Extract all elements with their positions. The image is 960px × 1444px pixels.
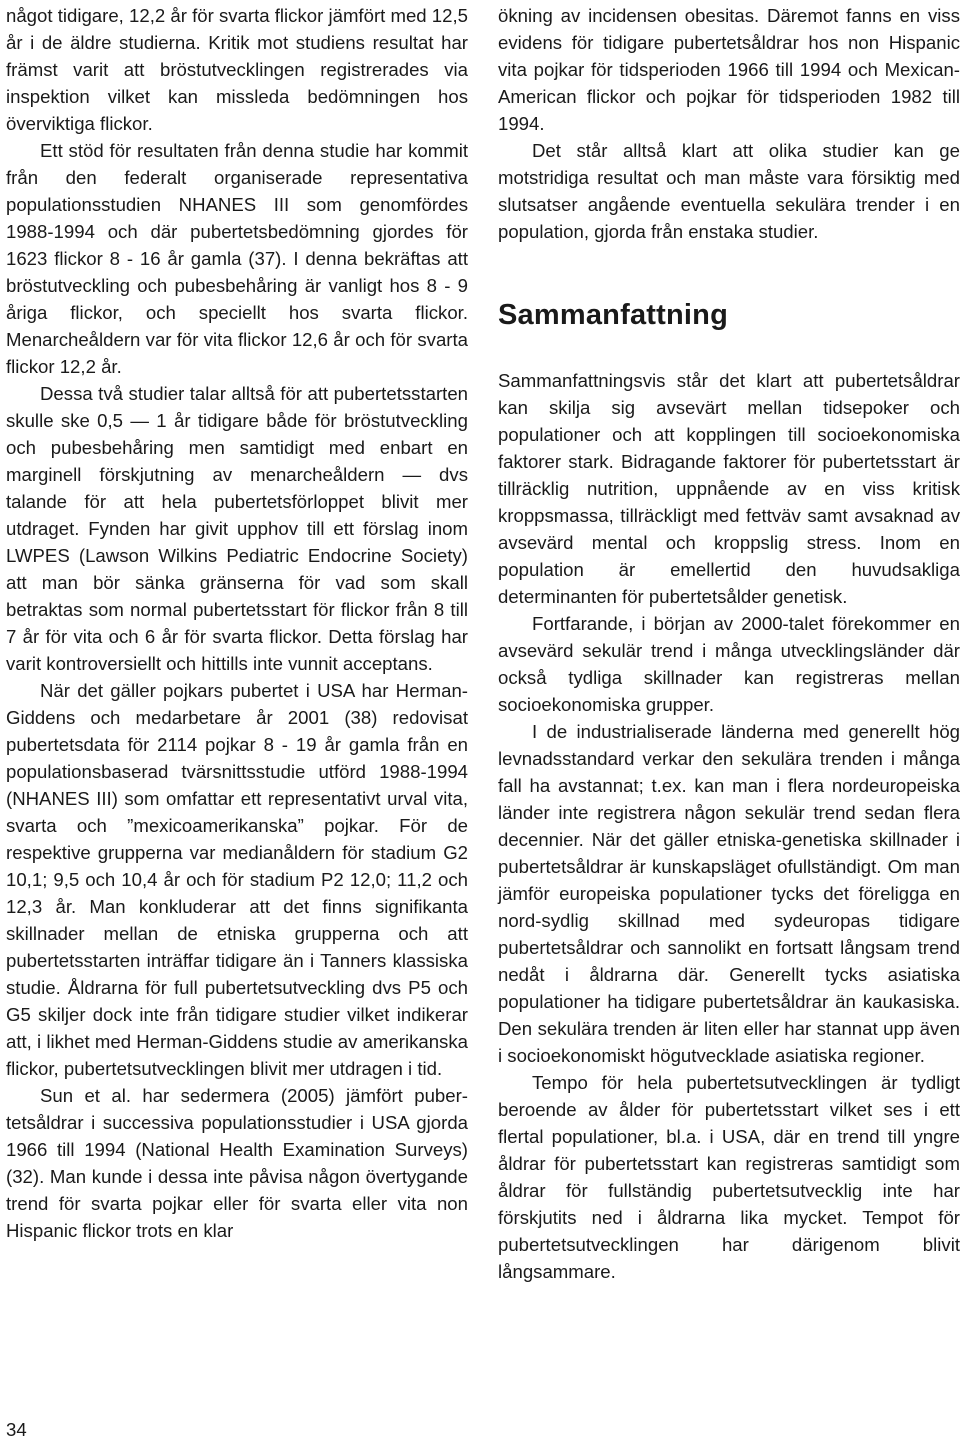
right-column — [498, 2, 960, 1285]
left-column — [6, 2, 468, 1244]
section-heading: Sammanfattning — [498, 299, 728, 331]
paragraph: Sammanfattningsvis står det klart att pubertetsåldrar kan skilja sig avsevärt mellan tidsepoker och populationer och att kopplingen till socioekonomiska faktorer stark. Bidragande faktorer för pubertetsstart är tillräcklig nutrition, uppnående av en viss kritisk kroppsmassa, tillräckligt med fettväv samt avsaknad av avsevärd mental och kroppslig stress. Inom en population är emellertid den huvudsakliga determinanten för pubertetsålder genetisk. — [498, 370, 960, 607]
paragraph: Tempo för hela pubertetsutvecklingen är tydligt beroende av ålder för pubertetsstart vilket ses i ett flertal populationer, bl.a. i USA, där en trend till yngre åldrar för pubertetsstart kan registreras samtidigt som åldrar för fullständig pubertetsutvecklig inte har förskjutits ned i åldrarna lika mycket. Tempot för pubertetsutvecklingen har därigenom blivit långsammare. — [498, 1072, 960, 1282]
paragraph: Sun et al. har sedermera (2005) jämfört pubertetsåldrar i successiva populationsstudier i USA gjorda 1966 till 1994 (National Health Examination Surveys) (32). Man kunde i dessa inte påvisa någon övertygande trend för svarta pojkar eller för svarta eller vita non Hispanic flickor trots en klar — [6, 1085, 468, 1241]
paragraph: Det står alltså klart att olika studier kan ge motstridiga resultat och man måste vara försiktig med slutsatser angående eventuella sekulära trender i en population, gjorda från enstaka studier. — [498, 140, 960, 242]
paragraph: Fortfarande, i början av 2000-talet förekommer en avsevärd sekulär trend i många utvecklingsländer där också tydliga skillnader kan registreras mellan socioekonomiska grupper. — [498, 613, 960, 715]
paragraph: ökning av incidensen obesitas. Däremot fanns en viss evidens för tidigare pubertetsåldrar hos non Hispanic vita pojkar för tidsperioden 1966 till 1994 och Mexican-American flickor och pojkar för tidsperioden 1982 till 1994. — [498, 5, 960, 134]
paragraph: Dessa två studier talar alltså för att pubertetsstarten skulle ske 0,5 — 1 år tidigare både för bröstutveckling och pubesbehåring men samtidigt med enbart en marginell förskjutning av menarcheåldern — dvs talande för att hela pubertetsförloppet blivit mer utdraget. Fynden har givit upphov till ett förslag inom LWPES (Lawson Wilkins Pediatric Endocrine Society) att man bör sänka gränserna för vad som skall betraktas som normal pubertetsstart för flickor från 8 till 7 år för vita och 6 år för svarta flickor. Detta förslag har varit kontroversiellt och hittills inte vunnit acceptans. — [6, 383, 468, 674]
paragraph: något tidigare, 12,2 år för svarta flickor jämfört med 12,5 år i de äldre studierna. Kritik mot studiens resultat har främst varit att bröstutvecklingen registrerades via inspektion vilket kan missleda bedömningen hos överviktiga flickor. — [6, 5, 468, 134]
paragraph: I de industrialiserade länderna med generellt hög levnadsstandard verkar den sekulära trenden i många fall ha avstannat; t.ex. kan man i flera nordeuropeiska länder inte registrera någon sekulär trend sedan flera decennier. När det gäller etniska-genetiska skillnader i pubertetsåldrar är kunskapsläget ofullständigt. Om man jämför europeiska populationer tycks det föreligga en nord-sydlig skillnad med sydeuropas tidigare pubertetsåldrar och sannolikt en fortsatt långsam trend nedåt i åldrarna där. Generellt tycks asiatiska populationer ha tidigare pubertetsåldrar än kaukasiska. Den sekulära trenden är liten eller har stannat upp även i socioekonomiskt högutvecklade asiatiska regioner. — [498, 721, 960, 1066]
paragraph: Ett stöd för resultaten från denna studie har kommit från den federalt organiserade representativa populationsstudien NHANES III som genomfördes 1988-1994 och där pubertetsbedömning gjordes för 1623 flickor 8 - 16 år gamla (37). I denna bekräftas att bröstutveckling och pubesbehåring är vanligt hos 8 - 9 åriga flickor, och speciellt hos svarta flickor. Menarcheåldern var för vita flickor 12,6 år och för svarta flickor 12,2 år. — [6, 140, 468, 377]
paragraph: När det gäller pojkars pubertet i USA har Herman-Giddens och medarbetare år 2001 (38) redovisat pubertetsdata för 2114 pojkar 8 - 19 år gamla från en populationsbaserad tvärsnittsstudie utförd 1988-1994 (NHANES III) som omfattar ett representativt urval vita, svarta och ”mexicoamerikanska” pojkar. För de respektive grupperna var medianåldern för stadium G2 10,1; 9,5 och 10,4 år och för stadium P2 12,0; 11,2 och 12,3 år. Man konkluderar att det finns signifikanta skillnader mellan de etniska grupperna och att pubertetsstarten inträffar tidigare än i Tanners klassiska studie. Åldrarna för full pubertetsutveckling dvs P5 och G5 skiljer dock inte från tidigare studier vilket indikerar att, i likhet med Herman-Giddens studie av amerikanska flickor, pubertetsutvecklingen blivit mer utdragen i tid. — [6, 680, 468, 1079]
page-number: 34 — [6, 1419, 27, 1440]
